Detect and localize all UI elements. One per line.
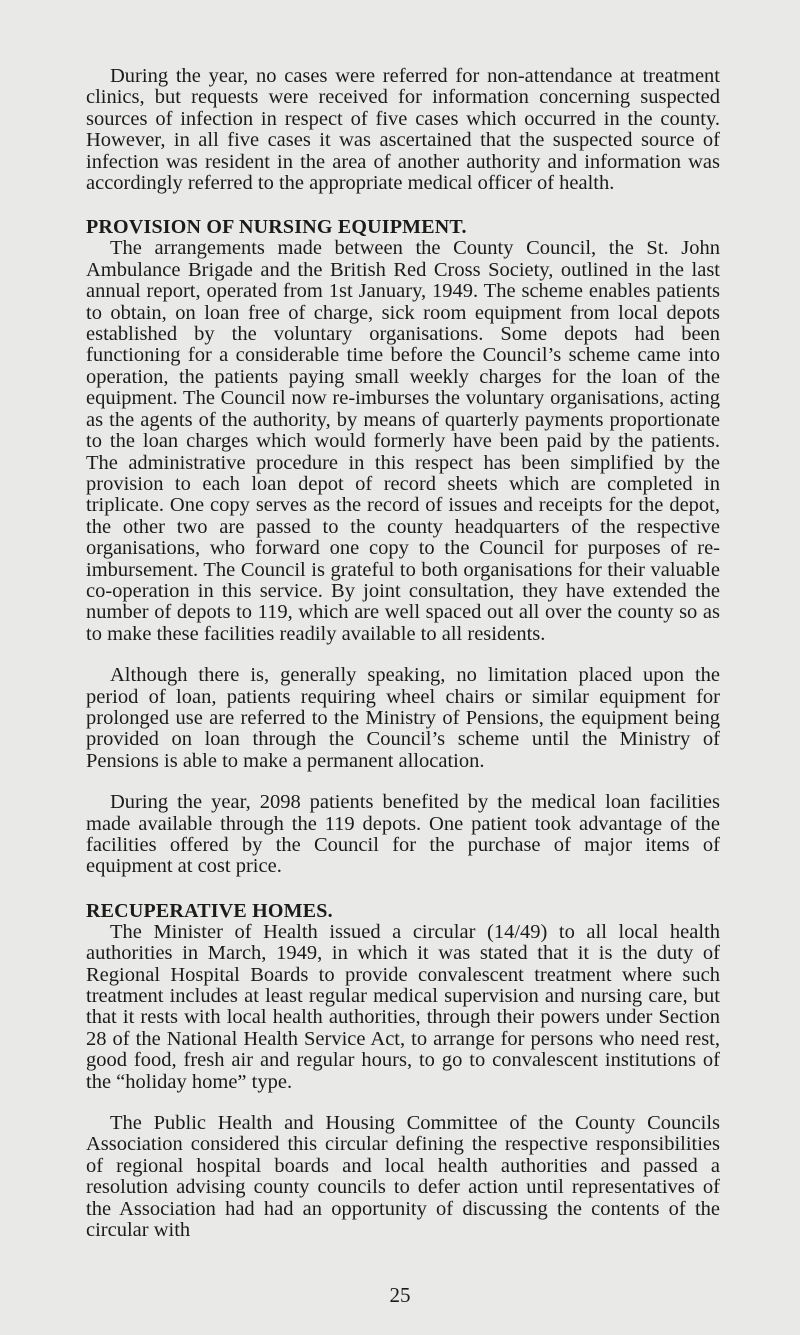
intro-paragraph: During the year, no cases were referred for non-attendance at treatment clinics, but requests were received for information concerning suspected sources of infection in respect of five cases which occurred in the county. However, in all five cases it was ascertained that the suspected source of infection was resident in the area of another authority and information was accordingly referred to the appropriate medical officer of health.: [86, 65, 720, 195]
nursing-paragraph-1: The arrangements made between the County Council, the St. John Ambulance Brigade and the British Red Cross Society, outlined in the last annual report, operated from 1st January, 1949. The scheme enables patients to obtain, on loan free of charge, sick room equipment from local depots established by the voluntary organisations. Some depots had been functioning for a considerable time before the Council’s scheme came into operation, the patients paying small weekly charges for the loan of the equipment. The Council now re-imburses the voluntary organisations, acting as the agents of the authority, by means of quarterly payments proportionate to the loan charges which would formerly have been paid by the patients. The administrative procedure in this respect has been simplified by the provision to each loan depot of record sheets which are completed in triplicate. One copy serves as the record of issues and receipts for the depot, the other two are passed to the county headquarters of the respective organisations, who forward one copy to the Council for purposes of re-imbursement. The Council is grateful to both organisations for their valuable co-operation in this service. By joint consultation, they have extended the number of depots to 119, which are well spaced out all over the county so as to make these facilities readily available to all residents.: [86, 237, 720, 645]
page-number: 25: [389, 1283, 411, 1307]
recuperative-paragraph-1: The Minister of Health issued a circular (14/49) to all local health authorities in March, 1949, in which it was stated that it is the duty of Regional Hospital Boards to provide convalescent treatment where such treatment includes at least regular medical supervision and nursing care, but that it rests with local health authorities, through their powers under Section 28 of the National Health Service Act, to arrange for persons who need rest, good food, fresh air and regular hours, to go to convalescent institutions of the “holiday home” type.: [86, 920, 720, 1093]
nursing-paragraph-2: Although there is, generally speaking, no limitation placed upon the period of loan, patients requiring wheel chairs or similar equipment for prolonged use are referred to the Ministry of Pensions, the equipment being provided on loan through the Council’s scheme until the Ministry of Pensions is able to make a permanent allocation.: [86, 664, 720, 772]
nursing-paragraph-3: During the year, 2098 patients benefited by the medical loan facilities made available through the 119 depots. One patient took advantage of the facilities offered by the Council for the purchase of major items of equipment at cost price.: [86, 791, 720, 878]
section-heading-nursing-equipment: PROVISION OF NURSING EQUIPMENT.: [86, 216, 467, 239]
recuperative-paragraph-2: The Public Health and Housing Committee of the County Councils Association considered this circular defining the respective responsibilities of regional hospital boards and local health authorities and passed a resolution advising county councils to defer action until representatives of the Association had had an opportunity of discussing the contents of the circular with: [86, 1112, 720, 1242]
section-heading-recuperative-homes: RECUPERATIVE HOMES.: [86, 899, 333, 922]
document-page: [86, 66, 720, 1242]
